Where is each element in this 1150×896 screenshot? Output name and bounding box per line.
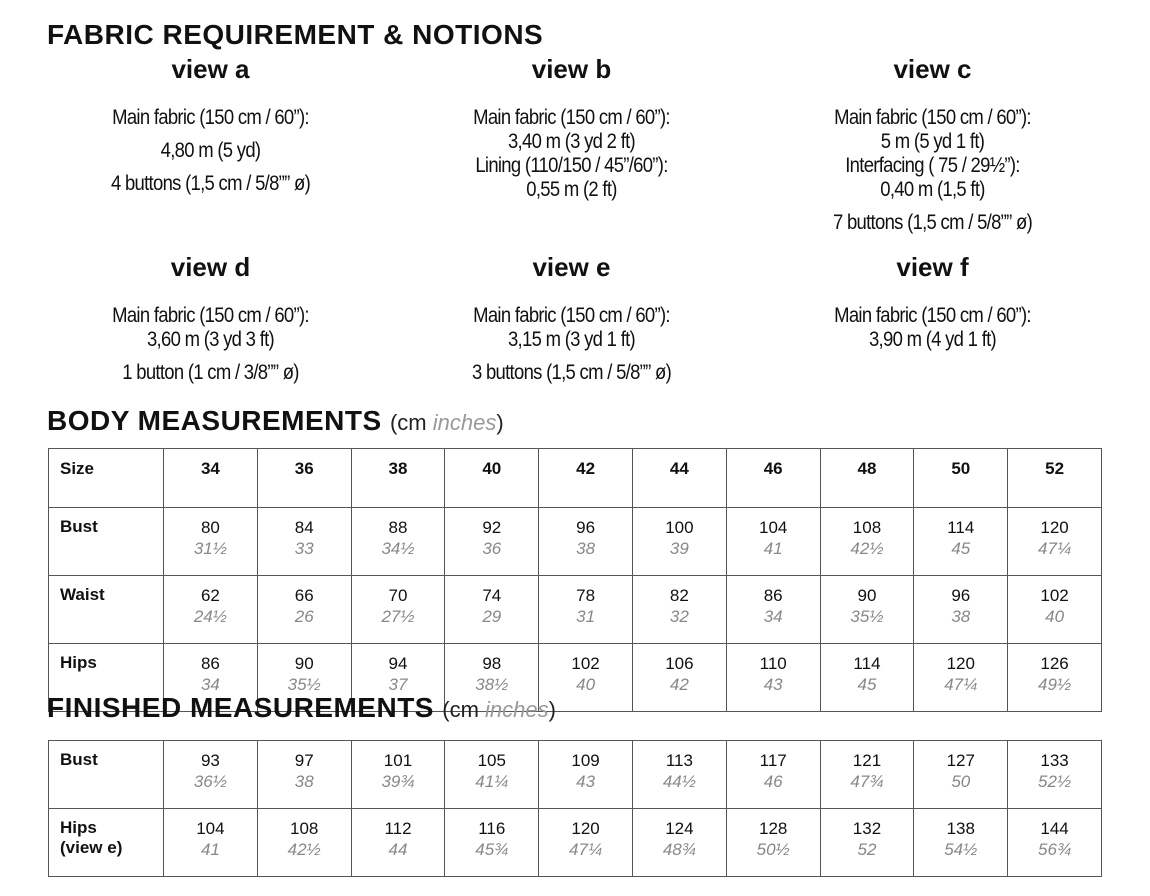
value-cm: 93 (200, 751, 220, 770)
requirement-line: Interfacing ( 75 / 29½”): (845, 154, 1020, 177)
value-cm: 126 (1040, 654, 1069, 673)
value-inches: 45¾ (475, 840, 509, 859)
view-title: view e (532, 252, 611, 282)
size-cell: 36 (257, 449, 351, 508)
view-block (391, 52, 752, 235)
measurement-cell (1008, 741, 1102, 809)
measurement-cell (726, 809, 820, 877)
size-cell: 38 (351, 449, 445, 508)
value-inches: 34 (200, 675, 220, 694)
value-inches: 52 (857, 840, 877, 859)
value-cm: 114 (947, 518, 975, 537)
measurement-cell (445, 576, 539, 644)
value-inches: 33 (294, 539, 314, 558)
body-measurements-table (48, 448, 1102, 712)
value-inches: 41 (763, 539, 783, 558)
value-cm: 90 (857, 586, 877, 605)
measurement-cell (820, 741, 914, 809)
value-inches: 46 (763, 772, 783, 791)
value-cm: 116 (478, 819, 506, 838)
value-inches: 56¾ (1038, 840, 1072, 859)
requirement-line: 0,40 m (1,5 ft) (880, 178, 985, 201)
measurement-cell (820, 644, 914, 712)
value-cm: 106 (665, 654, 694, 673)
measurement-cell (632, 576, 726, 644)
value-inches: 45 (857, 675, 877, 694)
view-requirements (413, 304, 731, 385)
views-row-top (30, 52, 1110, 235)
finished-measurements-heading (47, 692, 556, 724)
value-cm: 94 (388, 654, 408, 673)
value-cm: 96 (576, 518, 596, 537)
value-inches: 37 (388, 675, 408, 694)
value-inches: 27½ (381, 607, 415, 626)
value-cm: 101 (383, 751, 413, 770)
measurement-cell (351, 508, 445, 576)
value-cm: 70 (388, 586, 408, 605)
measurement-cell (164, 576, 258, 644)
requirement-line: 3,15 m (3 yd 1 ft) (507, 328, 636, 351)
value-cm: 78 (576, 586, 596, 605)
requirement-line: 7 buttons (1,5 cm / 5/8”” ø) (832, 211, 1033, 234)
unit-cm: cm (397, 410, 427, 435)
value-cm: 84 (294, 518, 314, 537)
measurement-cell (164, 741, 258, 809)
size-cell: 48 (820, 449, 914, 508)
value-inches: 48¾ (662, 840, 696, 859)
measurement-cell (632, 508, 726, 576)
value-cm: 66 (294, 586, 314, 605)
measurement-row (49, 576, 1102, 644)
value-inches: 44½ (662, 772, 696, 791)
value-cm: 80 (200, 518, 220, 537)
value-inches: 34½ (381, 539, 415, 558)
value-cm: 124 (665, 819, 694, 838)
view-requirements (774, 304, 1092, 352)
value-inches: 38 (576, 539, 596, 558)
measurement-cell (726, 576, 820, 644)
value-inches: 43 (763, 675, 783, 694)
value-inches: 38 (294, 772, 314, 791)
requirement-line: 3 buttons (1,5 cm / 5/8”” ø) (471, 361, 672, 384)
requirement-line: Lining (110/150 / 45”/60”): (475, 154, 668, 177)
value-inches: 40 (576, 675, 596, 694)
measurement-cell (164, 809, 258, 877)
measurement-cell (539, 576, 633, 644)
row-label-text: Hips (60, 653, 97, 672)
size-row (49, 449, 1102, 508)
value-cm: 114 (853, 654, 881, 673)
value-inches: 39¾ (381, 772, 415, 791)
requirement-line: 1 button (1 cm / 3/8”” ø) (122, 361, 299, 384)
view-block (391, 250, 752, 385)
measurement-cell (539, 741, 633, 809)
value-cm: 62 (200, 586, 220, 605)
value-cm: 138 (946, 819, 975, 838)
requirement-line: Main fabric (150 cm / 60”): (473, 106, 670, 129)
value-inches: 47¼ (944, 675, 978, 694)
measurement-cell (726, 644, 820, 712)
value-cm: 105 (477, 751, 506, 770)
value-cm: 104 (758, 518, 788, 537)
row-label (49, 576, 164, 644)
requirement-line: Main fabric (150 cm / 60”): (834, 106, 1031, 129)
value-inches: 42½ (850, 539, 884, 558)
size-cell: 44 (632, 449, 726, 508)
value-inches: 36½ (193, 772, 227, 791)
measurement-cell (820, 809, 914, 877)
size-label: Size (49, 449, 164, 508)
views-row-bottom (30, 250, 1110, 385)
value-inches: 47¼ (1038, 539, 1072, 558)
row-label-note: (view e) (60, 838, 123, 857)
row-label-text: Hips (60, 818, 97, 837)
requirement-line: 3,40 m (3 yd 2 ft) (507, 130, 636, 153)
measurement-row (49, 809, 1102, 877)
value-inches: 24½ (193, 607, 227, 626)
measurement-cell (820, 508, 914, 576)
value-cm: 74 (482, 586, 502, 605)
value-cm: 97 (294, 751, 314, 770)
row-label-text: Waist (60, 585, 105, 604)
unit-cm: cm (449, 697, 479, 722)
size-cell: 40 (445, 449, 539, 508)
requirement-line: Main fabric (150 cm / 60”): (112, 106, 309, 129)
requirement-line: 0,55 m (2 ft) (526, 178, 617, 201)
measurement-cell (632, 809, 726, 877)
row-label (49, 741, 164, 809)
measurement-cell (257, 741, 351, 809)
value-inches: 35½ (850, 607, 884, 626)
value-inches: 45 (951, 539, 971, 558)
finished-heading-text: FINISHED MEASUREMENTS (47, 692, 434, 723)
measurement-cell (257, 508, 351, 576)
measurement-cell (820, 576, 914, 644)
value-cm: 128 (758, 819, 788, 838)
value-inches: 36 (482, 539, 502, 558)
requirement-line: 4 buttons (1,5 cm / 5/8”” ø) (110, 172, 311, 195)
value-cm: 104 (196, 819, 225, 838)
measurement-cell (539, 809, 633, 877)
value-inches: 26 (294, 607, 314, 626)
value-cm: 120 (1040, 518, 1069, 537)
value-cm: 120 (946, 654, 975, 673)
value-inches: 42½ (287, 840, 321, 859)
view-title: view a (171, 54, 250, 84)
value-inches: 41 (200, 840, 220, 859)
measurement-cell (1008, 508, 1102, 576)
size-cell: 46 (726, 449, 820, 508)
view-block (752, 52, 1113, 235)
value-inches: 38 (951, 607, 971, 626)
value-cm: 112 (384, 819, 412, 838)
measurement-cell (445, 809, 539, 877)
measurement-cell (726, 508, 820, 576)
unit-inches: inches (432, 410, 497, 435)
value-cm: 113 (665, 751, 693, 770)
measurement-cell (914, 576, 1008, 644)
row-label-text: Bust (60, 750, 98, 769)
value-cm: 108 (290, 819, 319, 838)
size-cell: 50 (914, 449, 1008, 508)
finished-measurements-table (48, 740, 1102, 877)
value-inches: 41¼ (475, 772, 509, 791)
requirement-line: Main fabric (150 cm / 60”): (112, 304, 309, 327)
value-cm: 117 (759, 751, 787, 770)
measurement-cell (351, 576, 445, 644)
body-heading-text: BODY MEASUREMENTS (47, 405, 382, 436)
view-requirements (413, 106, 731, 202)
body-unit-note: (cm inches) (389, 410, 504, 435)
value-cm: 100 (665, 518, 694, 537)
row-label-text: Bust (60, 517, 98, 536)
value-inches: 42 (669, 675, 689, 694)
value-inches: 47¾ (850, 772, 884, 791)
view-requirements (52, 304, 370, 385)
value-inches: 50 (951, 772, 971, 791)
view-title: view b (531, 54, 612, 84)
size-cell: 52 (1008, 449, 1102, 508)
measurement-row (49, 741, 1102, 809)
finished-unit-note: (cm inches) (442, 697, 556, 722)
value-inches: 43 (576, 772, 596, 791)
measurement-cell (914, 508, 1008, 576)
value-cm: 108 (852, 518, 882, 537)
row-label (49, 508, 164, 576)
value-inches: 31½ (193, 539, 227, 558)
value-inches: 40 (1045, 607, 1065, 626)
value-cm: 127 (946, 751, 975, 770)
requirement-line: 5 m (5 yd 1 ft) (880, 130, 985, 153)
measurement-cell (164, 508, 258, 576)
view-requirements (52, 106, 370, 196)
value-inches: 32 (669, 607, 689, 626)
value-cm: 96 (951, 586, 971, 605)
measurement-cell (257, 809, 351, 877)
body-measurements-heading (47, 405, 504, 437)
value-cm: 133 (1040, 751, 1069, 770)
value-inches: 49½ (1038, 675, 1072, 694)
value-cm: 144 (1040, 819, 1069, 838)
measurement-cell (726, 741, 820, 809)
unit-inches: inches (485, 697, 549, 722)
value-cm: 109 (571, 751, 600, 770)
value-inches: 31 (576, 607, 596, 626)
value-cm: 98 (482, 654, 502, 673)
measurement-cell (914, 809, 1008, 877)
value-cm: 82 (669, 586, 689, 605)
view-block (30, 250, 391, 385)
view-title: view c (893, 54, 972, 84)
view-block (752, 250, 1113, 385)
measurement-cell (257, 576, 351, 644)
view-requirements (774, 106, 1092, 235)
value-cm: 120 (571, 819, 600, 838)
value-inches: 54½ (944, 840, 978, 859)
measurement-cell (914, 644, 1008, 712)
value-inches: 35½ (287, 675, 321, 694)
measurement-cell (445, 741, 539, 809)
value-cm: 88 (388, 518, 408, 537)
value-inches: 39 (669, 539, 689, 558)
value-cm: 121 (852, 751, 882, 770)
measurement-cell (539, 508, 633, 576)
value-cm: 86 (200, 654, 220, 673)
value-inches: 29 (482, 607, 502, 626)
value-cm: 90 (294, 654, 314, 673)
requirement-line: 3,60 m (3 yd 3 ft) (146, 328, 275, 351)
value-cm: 110 (759, 654, 787, 673)
requirement-line: 4,80 m (5 yd) (160, 139, 261, 162)
measurement-cell (632, 741, 726, 809)
measurement-cell (351, 809, 445, 877)
value-inches: 50½ (756, 840, 790, 859)
value-inches: 44 (388, 840, 408, 859)
measurement-row (49, 508, 1102, 576)
value-cm: 132 (852, 819, 882, 838)
measurement-cell (1008, 809, 1102, 877)
value-cm: 102 (1040, 586, 1069, 605)
size-cell: 34 (164, 449, 258, 508)
value-cm: 92 (482, 518, 502, 537)
size-cell: 42 (539, 449, 633, 508)
measurement-cell (351, 741, 445, 809)
view-block (30, 52, 391, 235)
value-cm: 86 (763, 586, 783, 605)
fabric-heading: FABRIC REQUIREMENT & NOTIONS (47, 19, 544, 50)
view-title: view d (170, 252, 251, 282)
value-inches: 52½ (1038, 772, 1072, 791)
value-cm: 102 (571, 654, 600, 673)
row-label (49, 809, 164, 877)
view-title: view f (896, 252, 969, 282)
measurement-cell (914, 741, 1008, 809)
requirement-line: Main fabric (150 cm / 60”): (473, 304, 670, 327)
value-inches: 47¼ (569, 840, 603, 859)
measurement-cell (632, 644, 726, 712)
measurement-cell (1008, 644, 1102, 712)
measurement-cell (1008, 576, 1102, 644)
value-inches: 38½ (475, 675, 509, 694)
measurement-cell (445, 508, 539, 576)
value-inches: 34 (763, 607, 783, 626)
requirement-line: 3,90 m (4 yd 1 ft) (868, 328, 997, 351)
requirement-line: Main fabric (150 cm / 60”): (834, 304, 1031, 327)
